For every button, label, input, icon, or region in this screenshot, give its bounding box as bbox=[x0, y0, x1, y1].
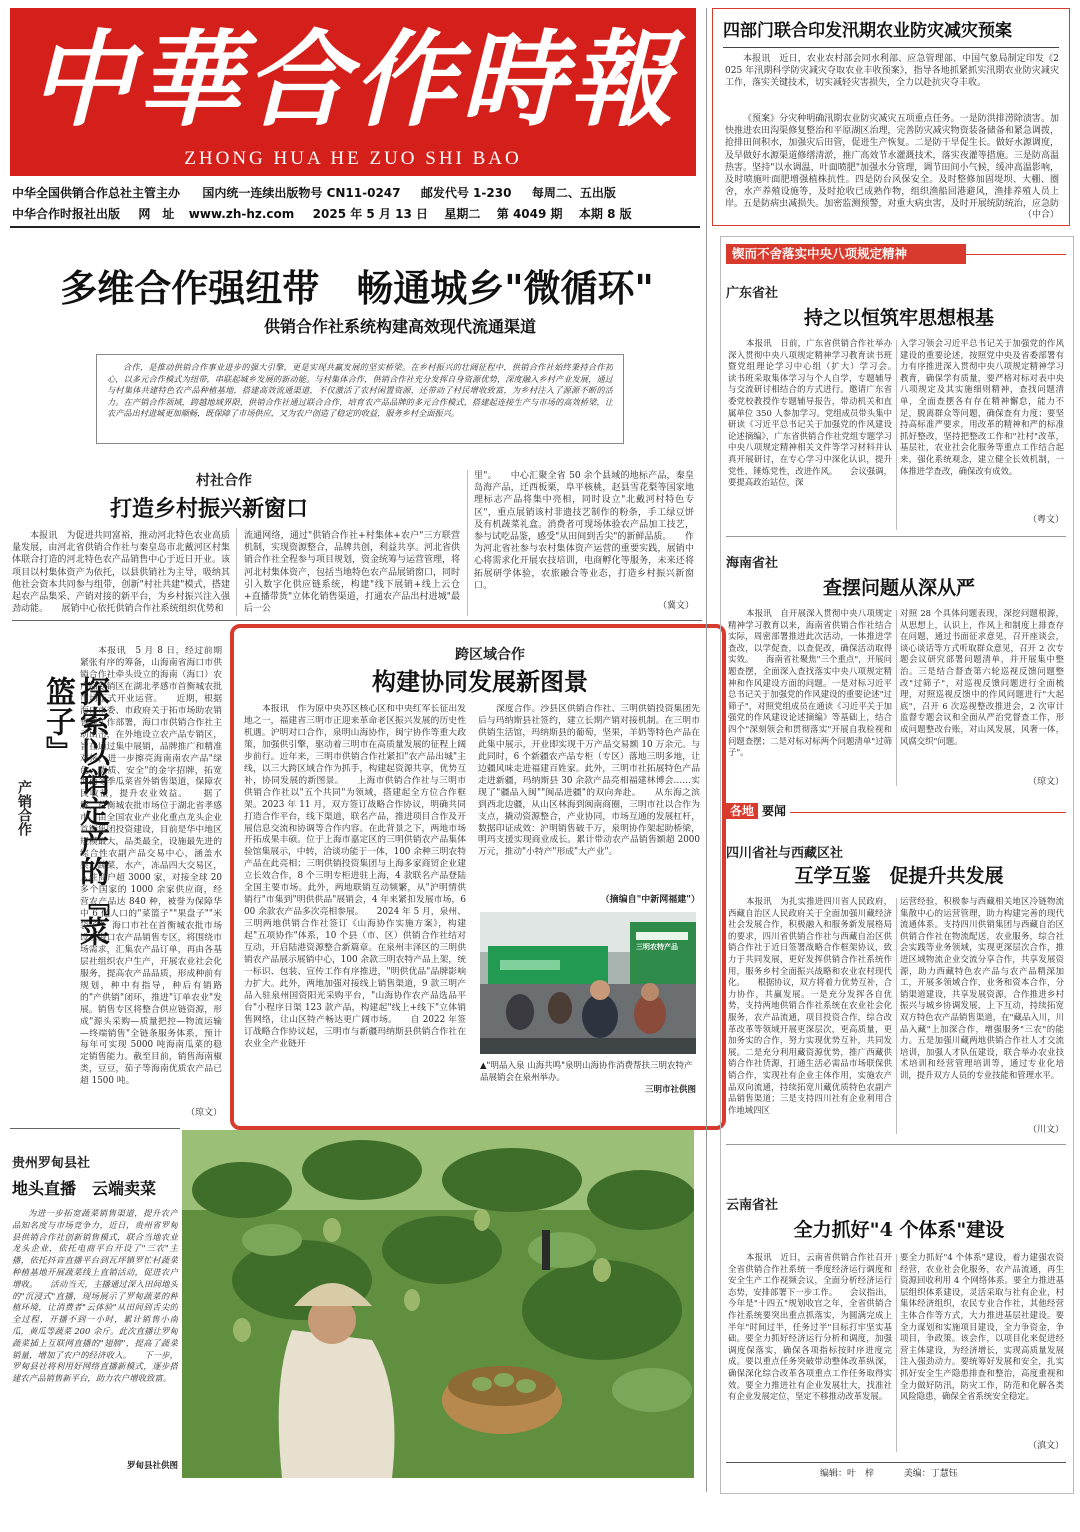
village-sign: （冀文） bbox=[657, 601, 694, 611]
local-news-tag-red: 各地 bbox=[726, 803, 758, 819]
masthead-cn-number: 国内统一连续出版物号 CN11-0247 bbox=[202, 186, 401, 200]
local-news-tag bbox=[726, 802, 786, 820]
masthead-date: 2025 年 5 月 13 日 bbox=[312, 207, 429, 221]
featured-source: （摘编自"中新网福建"） bbox=[600, 895, 700, 905]
guangdong-col-1: 本报讯 日前，广东省供销合作社举办深入贯彻中央八项规定精神学习教育读书班暨党组理论学习中心组（扩大）学习会。 读书班采取集体学习与个人自学，专题辅导与交流研讨相结合的方式进行。邀请广东省委党校教授作专题辅导报告，带动机关和直属单位 350 人参加学习。党组成员带头集中研读《习近平总书记关于加强党的作风建设论述摘编》，广东省供销合作社党组专题学习中央八项规定精神相关文件等学习材料并认真开展研讨，在专心学习中深化认识，提升党性，锤炼党性，改进作风。 会议强调，要提高政治站位，深 bbox=[728, 338, 892, 488]
caisheng-kicker: 产销合作 bbox=[16, 780, 32, 836]
masthead-title: 中華合作時報 bbox=[28, 18, 677, 141]
masthead-rule bbox=[10, 226, 700, 228]
featured-photo bbox=[480, 912, 696, 1054]
lead-title: 多维合作强纽带 畅通城乡"微循环" bbox=[60, 266, 654, 310]
booth-sign: 三明农特产品 bbox=[636, 943, 678, 951]
lead-summary: 合作，是推动供销合作事业进步的强大引擎，更是实现共赢发展的坚实桥梁。在乡村振兴的壮阔征程中，供销合作社始终秉持合作初心，以多元合作模式为纽带，串联起城乡发展的新动能。与村集体合作，供销合作社充分发挥自身资源优势，深度融入乡村产业发展，通过与村集体共建特色农产品种植基地，搭建高效流通渠道，不仅激活了农村闲置资源，还带动了村民增收致富，为乡村注入了源源不断的活力。在产销合作领域，跨越地域界限，供销合作社通过联合合作，培育农产品品牌的多元合作模式，搭建起连接生产与市场的高效桥梁，让农产品出村进城更加顺畅，既保障了市场供应，又为农户创造了稳定的收益，服务乡村全面振兴。 bbox=[107, 362, 613, 419]
yunnan-title: 全力抓好"4 个体系"建设 bbox=[793, 1219, 1005, 1241]
masthead-postal-code: 邮发代号 1-230 bbox=[420, 186, 512, 200]
footer-art: 美编：丁慧钰 bbox=[903, 1469, 958, 1479]
masthead-banner bbox=[10, 8, 696, 176]
masthead-website[interactable]: www.zh-hz.com bbox=[188, 207, 295, 221]
featured-photo-credit: 三明市社供图 bbox=[644, 1085, 696, 1095]
masthead-frequency: 每周二、五出版 bbox=[531, 186, 616, 200]
featured-title: 构建协同发展新图景 bbox=[372, 667, 588, 696]
masthead-weekday: 星期二 bbox=[444, 207, 481, 221]
caisheng-text: 本报讯 5 月 8 日，经过前期紧张有序的筹备，山海南省海口市供销合作社牵头设立的海南（海口）农产品专销区在湖北孝感市首衡城农批市场正式开业运营。 近期，根据海口市委、市政府关于拓市场助农销售等工作部署，海口市供销合作社主动出击，在外地设立农产品专销区，旨在通过集中展销，品牌推广和精准对接，进一步擦亮海南南农产品"绿色、优质、安全"的金字招牌，拓宽海南冬季瓜菜省外销售渠道，保障农民收益，提升农业效益。 据了解，首衡城农批市场位于湖北省孝感市，由全国农业产业化重点龙头企业首衡集团投资建设，目前是华中地区规模最大，品类最全，设施最先进的综合性农副产品交易中心，涵盖水果，蔬菜，水产，冻品四大交易区，入驻商户超 3000 家，对接全球 20 多个国家的 1000 余家供应商，经营农产品达 840 种，被誉为保障华中 6 亿人口的"菜篮子""果盘子""米袋子"。海口市社在首衡城农批市场设立海口农产品销售专区，将围绕市场需求，汇集农产品订单，再由各基层社组织农户生产，开展农业社会化服务，提高农产品品质，形成种前有规划，种中有指导，种后有销路的"产供销"闭环，推进"订单农业"发展。销售专区将整合供应链资源，形成"源头采购—质量把控—物流运输—终端销售"全链条服务体系，预计每年可实现 5000 吨海南瓜菜的稳定销售能力。截至目前，销售海南椒类，豆豆，茄子等海南优质农产品已超 1500 吨。 bbox=[80, 646, 222, 1087]
top-right-para-1: 本报讯 近日，农业农村部会同水利部、应急管理部、中国气象局制定印发《2025 年汛期科学防灾减灾夺取农业丰收预案》，指导各地抓紧抓实汛期农业防灾减灾工作，落实关键技术，切实减轻灾害损失，全力以赴抗灾夺丰收。 bbox=[725, 54, 1059, 89]
sichuan-col-1: 本报讯 为扎实推进四川省人民政府，西藏自治区人民政府关于全面加强川藏经济社会发展合作，积极融入和服务新发展格局的要求，四川省供销合作社与西藏自治区供销合作社于近日签署战略合作框架协议，致力于共同发展，更好发挥供销合作社系统作用，服务乡村全面振兴战略和农业农村现代化。 根据协议，双方将着力优势互补，合力协作，共赢发展。一是充分发挥各自优势，支持两地供销合作社系统在农业社会化服务，农产品流通，项目投资合作，综合改革改革等领域开展更深层次，更高质量，更加务实的合作，努力实现优势互补，共同发展。二是充分利用藏资源优势，推广西藏供销合作社货源，打通生活必需品市场联保供销合作，实现社有企业主体作用，实施农产品双向流通，持续拓宽川藏优质特色农副产品销售渠道；三是支持四川社有企业利用合作地域四区 bbox=[728, 896, 892, 1115]
sichuan-title: 互学互鉴 促提升共发展 bbox=[794, 865, 1004, 887]
featured-kicker: 跨区域合作 bbox=[455, 647, 525, 663]
masthead-pinyin: ZHONG HUA HE ZUO SHI BAO bbox=[184, 148, 522, 169]
guizhou-kicker: 贵州罗甸县社 bbox=[12, 1156, 91, 1171]
masthead-pages: 本期 8 版 bbox=[578, 207, 632, 221]
guizhou-photo-credit: 罗甸县社供图 bbox=[126, 1461, 178, 1471]
guangdong-kicker: 广东省社 bbox=[726, 286, 779, 301]
guizhou-title: 地头直播 云端卖菜 bbox=[12, 1179, 157, 1198]
yunnan-col-1: 本报讯 近日，云南省供销合作社召开全省供销合作社系统一季度经济运行调度和安全生产工作视频会议，全面分析经济运行态势，安排部署下一步工作。 会议指出，今年是"十四五"规划收官之年，全省供销合作社系统要突出重点抓落实，为圆满完成上半年"时间过半，任务过半"目标打牢坚实基础。要全力抓好经济运行分析和调度，加强调度保落实，确保各项指标按时序进度完成。要以重点任务突破带动整体改革纵深，确保深化综合改革各项重点工作任务取得实效。要全力推进社有企业发展壮大，找准社有企业发展定位，坚定不移推动改革发展。 bbox=[728, 1252, 892, 1402]
sichuan-kicker: 四川省社与西藏区社 bbox=[726, 846, 844, 861]
masthead-issue: 第 4049 期 bbox=[496, 207, 563, 221]
caisheng-title: 探索以销定产的『菜篮子』 bbox=[40, 676, 109, 946]
local-news-tag-rest: 要闻 bbox=[762, 804, 787, 818]
yunnan-kicker: 云南省社 bbox=[726, 1198, 779, 1213]
featured-col-2: 深度合作。沙县区供销合作社、三明供销投资集团先后与玛纳斯县社签约，建立长期产销对接机制。在三明市供销生活馆，玛纳斯县的葡萄，坚果，羊奶等特色产品在此集中展示，开业即实现千万产品交易额 10 万余元。与此同时，6 个新疆农产品专柜（专区）落地三明多地，让边疆风味走进福建百姓家。此外，三明市社拓展特色产品走进新疆，玛纳斯县 30 余款产品亮相福建林博会……实现了"疆品入闽""闽品进疆"的双向奔赴。 从东海之滨到西北边疆，从山区林海到闽南商圈，三明市社以合作为支点，撬动资源整合，产业协同，市场互通的发展杠杆，数据印证成效：沪明销售破千万，泉明协作架起助桥梁，明玛支援实现商业成长。累计带动农产品销售额超 2000 万元，推动"小特产"形成"大产业"。 bbox=[478, 704, 700, 858]
hainan-title: 查摆问题从深从严 bbox=[822, 577, 975, 599]
guangdong-title: 持之以恒筑牢思想根基 bbox=[803, 307, 994, 329]
masthead-sponsor: 中华全国供销合作总社主管主办 bbox=[12, 186, 181, 200]
guangdong-sign: （粤文） bbox=[1027, 515, 1064, 525]
guizhou-text: 为进一步拓宽蔬菜销售渠道，提升农产品知名度与市场竞争力，近日，贵州省罗甸县供销合作社创新销售模式，联合当地农业龙头企业，依托电商平台开设了"三农"主播，依托抖音直播平台到瓦坪镇罗忙村蔬菜种植基地开展蔬菜线上直销活动，促进农户增收。 活动当天，主播通过深入田间地头的"沉浸式"直播，现场展示了罗甸蔬菜的种植环境，让消费者"云体验"从田间到舌尖的全过程，开播不到一小时，累计销售小南瓜，黄瓜等蔬菜 200 余斤。此次直播让罗甸蔬菜插上互联网直播的"翅膀"，提高了蔬菜销量，增加了农户的经济收入。 下一步，罗甸县社将利用好网络直播新模式，逐步搭建农产品销售新平台，助力农户增收致富。 bbox=[12, 1208, 178, 1384]
village-title: 打造乡村振兴新窗口 bbox=[110, 496, 309, 522]
guizhou-photo bbox=[182, 1130, 694, 1478]
top-right-box bbox=[712, 8, 1070, 226]
featured-col-1: 本报讯 作为原中央苏区核心区和中央红军长征出发地之一，福建省三明市正迎来革命老区振兴发展的历史性机遇。沪明对口合作，泉明山海协作，闽宁协作等重大政策，加强供引擎，驱动着三明市在高质量发展的征程上阔步前行。近年来，三明市供销合作社紧扣"农产品出城"主线，以三大跨区域合作为抓手，构建起资源共享，优势互补，协同发展的新图景。 上海市供销合作社与三明市供销合作社以"五个共同"为领域，搭建起全方位合作框架。2023 年 11 月，双方签订战略合作协议，明确共同打造合作平台，线下渠道，联名产品，推进项目合作及开展信息交流和协调等合作内容。在此背景之下，两地市场开拓成果丰硕。位于上海市嘉定区的三明供销农产品集体验馆集展示，中转，洽谈功能于一体，100 余种三明农特产品在此亮相；三明供销投资集团与上海多家商贸企业建立长效合作，8 个三明专柜进驻上海，4 款联名产品登陆全国主要市场。此外，两地联销互动频繁，从"沪明情供销行"市集到"明供供品"展销会，4 年来紧扣发展市场，600 余款农产品多次亮相参展。 2024 年 5 月，泉州、三明两地供销合作社签订《山海协作实施方案》，构建起"五项协作"体系，10 个县（市、区）供销合作社结对互动，开启陆港资源整合新篇章。在泉州丰泽区的三明供销农产品展示展销中心，100 余款三明农特产品上架，统一标识、包装、宣传工作有序推进，"明供优品"品牌影响力扩大。此外，两地加强对接线上销售渠道，9 款三明产品入驻泉州国资阳光采购平台，"山海协作农产品选品平台"小程序日渠 123 款产品，构建起"线上+线下"立体销售网络，让山区特产畅达更广阔市场。 自 2022 年签订战略合作协议起，三明市与新疆玛纳斯县供销合作社在农业全产业链开 bbox=[244, 704, 466, 1049]
top-right-para-2: 《预案》分灾种明确汛期农业防灾减灾五项重点任务。一是防洪排涝除渍害。加快推进农田沟渠修复整治和平原湖区治理，完善防灾减灾物资装备储备和紧急调拨，抢排田间积水，加强灾后田管，促进生产恢复。二是防干旱促生长。做好水源调度，及早做好水源渠道修缮清淤，推广高效节水灌溉技术，落实夜灌等措施。三是防高温热害。坚持"以水调温，叶面喷肥"加强水分管理，调节田间小气候，缓冲高温影响，及时喷施叶面肥增强植株抗性。四是防台风保安全。及时整修加固堤坝、大棚、圈舍，水产养殖设施等，及时抢收已成熟作物，组织渔船回港避风，渔排养殖人员上岸。五是防病虫减损失。加密监测预警，对重大病虫害，及时开展统防统治，应急防 bbox=[725, 114, 1059, 209]
top-right-sign: （中合） bbox=[1022, 210, 1059, 220]
guangdong-col-2: 入学习领会习近平总书记关于加强党的作风建设的重要论述，按照党中央及省委部署有力有序推进深入贯彻中央八项规定精神学习教育，确保学有质量，要严格对标对表中央八项规定及其实施细则精神，查找问题清单，全面查摆各有存在精神懈怠，能力不足，脱离群众等问题，确保查有力度；要坚持高标准严要求，用改革的精神和严的标准抓好整改，坚持把整改工作和"社村"改革，基层社，农业社会化服务等重点工作结合起来，强化系统观念，建立健全长效机制，一体推进学查改，确保改有成效。 bbox=[900, 338, 1064, 476]
masthead-website-label: 网 址 bbox=[138, 207, 175, 221]
village-col-1: 本报讯 为促进共同富裕，推动河北特色农业高质量发展，由河北省供销合作社与秦皇岛市北戴河区村集体联合打造的河北特色农产品销售中心于近日开业。该项目以村集体资产为依托，以县供销社为主导，吸纳其他社会资本共同参与组带，创新"村社共建"模式，搭建起农产品集采、产销对接的新平台，为乡村振兴注入强劲动能。 展销中心依托供销合作社系统组织优势和 bbox=[12, 531, 230, 614]
vegetable-field-illustration bbox=[182, 1130, 694, 1478]
masthead-publisher: 中华合作时报社出版 bbox=[12, 207, 121, 221]
hainan-kicker: 海南省社 bbox=[726, 556, 779, 571]
caisheng-sign: （琼文） bbox=[185, 1108, 222, 1118]
village-col-2: 流通网络，通过"供销合作社+村集体+农户"三方联营机制，实现资源整合，品牌共创，利益共享。河北省供销合作社全程参与项目规划，资金统筹与运营管理，将河北村集体资产，包括当地特色农产品展销窗口，同时引入数字化供应链系统，构建"线下展销+线上云仓+直播带货"立体化销售渠道，打通农产品出村进城"最后一公 bbox=[244, 531, 460, 614]
booth-illustration bbox=[480, 912, 696, 1054]
hainan-col-2: 对照 28 个具体问题表现，深挖问题根源，从思想上，认识上，作风上和制度上排查存在问题，通过书面征求意见，召开座谈会，谈心谈话等方式听取群众意见，召开 2 次专题会议研究部署问题清单，并开展集中整治。三是结合督查第六轮巡视反馈问题整改"过筛子"，对巡视反馈问题进行全面梳理，对照巡视反馈中的作风问题进行"大起底"，召开 6 次巡视整改推进会，2 次审计监督专题会议和全面从严治党督查工作，形成问题整改台账，对山风发展，风奢一体，风腐交织"问题。 bbox=[900, 608, 1064, 746]
featured-caption: ▲"明品入泉 山海共鸣"泉明山海协作消费帮扶三明农特产品展销会在泉州举办。 bbox=[480, 1061, 693, 1083]
top-right-title: 四部门联合印发汛期农业防灾减灾预案 bbox=[723, 21, 1012, 41]
lead-subtitle: 供销合作社系统构建高效现代流通渠道 bbox=[263, 317, 536, 336]
masthead-info-row-1 bbox=[12, 184, 702, 200]
right-banner bbox=[726, 244, 966, 264]
right-banner-text: 锲而不舍落实中央八项规定精神 bbox=[732, 246, 908, 261]
masthead-info-row-2 bbox=[12, 205, 702, 221]
yunnan-sign: （滇文） bbox=[1027, 1441, 1064, 1451]
hainan-sign: （琼文） bbox=[1027, 777, 1064, 787]
sichuan-sign: （川文） bbox=[1027, 1125, 1064, 1135]
footer-editor: 编辑：叶 梓 bbox=[820, 1469, 875, 1479]
village-col-3: 里"。 中心汇聚全省 50 余个县域的地标产品，秦皇岛海产品，迁西板栗，阜平核桃，赵县雪花梨等国家地理标志产品将集中亮相，同时设立"北戴河村特色专区"，重点展销该村非遗技艺制作的粉条，手工绿豆饼及有机蔬菜礼盒。消费者可现场体验农产品加工技艺，参与试吃品鉴，感受"从田间到舌尖"的新鲜品质。 作为河北省社参与农村集体资产运营的重要实践，展销中心将需求化开展农技培训，电商孵化等服务，未来还将拓展研学体验，农旅融合等业态，打造乡村振兴新窗口。 bbox=[474, 471, 694, 591]
yunnan-col-2: 要全力抓好"4 个体系"建设，着力建强农资经营，农业社会化服务，农产品流通，再生资源回收利用 4 个网络体系。要全力推进基层组织体系建设，灵活采取与社有企业，村集体经济组织，农民专业合作社，其他经营主体合作等方式，大力推进基层社建设。要全力谋划和实施项目建设，全力争资金，争项目，争政策。该会作，以项目化来促进经营主体建设，为经济增长，实现高质量发展注入强劲动力。要统筹好发展和安全，扎实抓好安全生产隐患排查和整治，高度重视和全力做好防汛，防灾工作，防范和化解各类风险隐患，确保全省系统安全稳定。 bbox=[900, 1252, 1064, 1402]
village-kicker: 村社合作 bbox=[196, 473, 252, 489]
footer-credits bbox=[820, 1466, 1066, 1479]
sichuan-col-2: 运营经验，积极参与西藏相关地区冷链物流集散中心的运营管理，助力构建完善的现代流通体系。支持四川供销集团与西藏自治区供销合作社在物流配送，农业服务，综合社会实践等业务领域，实现更深层次合作，推进区域物流企业交流分享合作，共享发展资源，助力西藏特色农产品与农产品精深加工，开展多领域合作，业务和资本合作，分销渠道建设，共享发展资源，合作推进乡村振兴与城乡协调发展，上下互动，持续拓宽双方特色农产品销售渠道，在"藏品入川，川品入藏"上加深合作，增强服务"三农"的能力。五是加强川藏两地供销合作社人才交流培训，加强人才队伍建设，联合举办农业技术培训和经营管理培训等，通过专业化培训，提升双方人员的专业技能和管理水平。 bbox=[900, 896, 1064, 1080]
lead-summary-box bbox=[96, 354, 624, 444]
hainan-col-1: 本报讯 自开展深入贯彻中央八项规定精神学习教育以来，海南省供销合作社结合实际，周密部署推进此次活动，一体推进学查改，以学促查，以查促改，确保活动取得实效。 海南省社聚焦"三个重点"，开展问题查摆，全面深入查找落实中央八项规定精神和作风建设方面的问题。一是对标习近平总书记关于加强党的作风建设的重要论述"过筛子"，对照党组成员在通读《习近平关于加强党的作风建设论述摘编》等基础上，结合四个"深刻领会和贯彻落实"开展自我检视和问题查摆；二是对标对标两个问题清单"过筛子"。 bbox=[728, 608, 892, 758]
